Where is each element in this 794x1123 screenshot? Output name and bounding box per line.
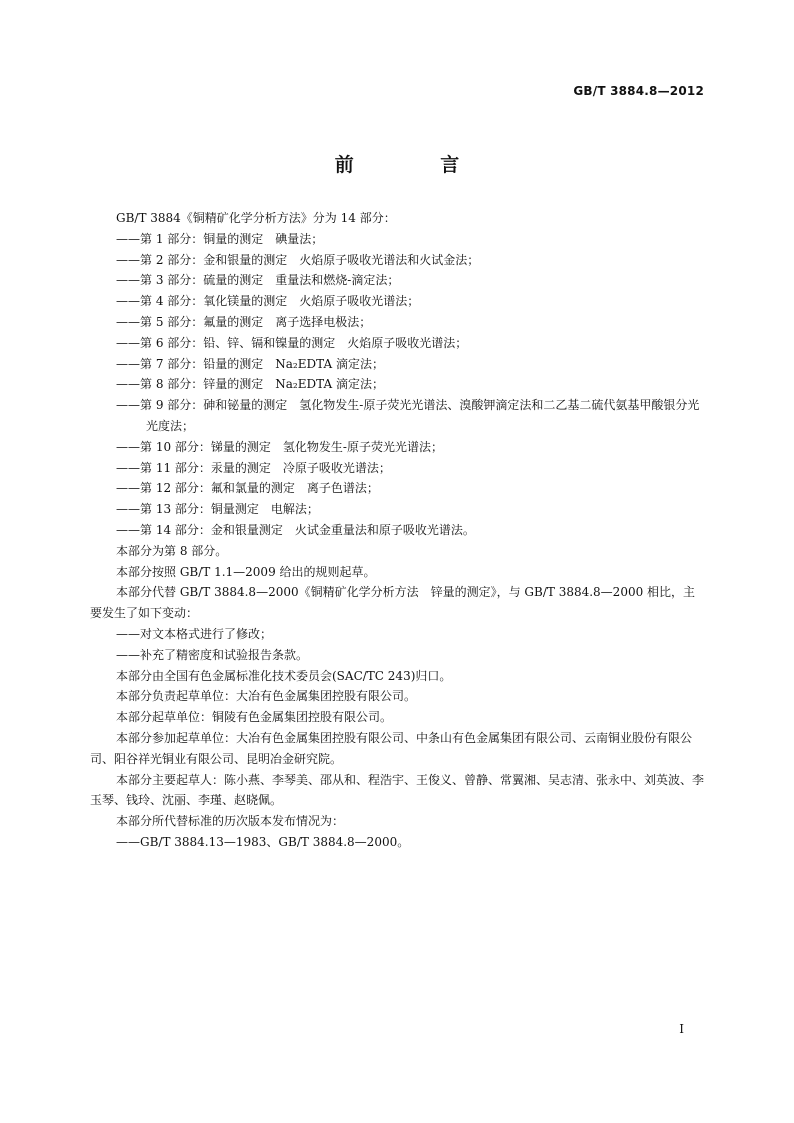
part-list-item: ——第 14 部分：金和银量测定 火试金重量法和原子吸收光谱法。 [116,522,475,537]
part-list-item: ——第 8 部分：锌量的测定 Na₂EDTA 滴定法； [116,377,384,392]
responsible-unit-paragraph: 本部分负责起草单位：大冶有色金属集团控股有限公司。 [116,689,417,704]
part-list-item: ——第 10 部分：锑量的测定 氢化物发生-原子荧光光谱法； [116,439,443,454]
part-list-item: ——第 4 部分：氧化镁量的测定 火焰原子吸收光谱法； [116,294,420,309]
part-list-item: ——第 12 部分：氟和氯量的测定 离子色谱法； [116,481,379,496]
standard-code: GB/T 3884.8—2012 [573,84,704,98]
part-list-item: ——第 11 部分：汞量的测定 冷原子吸收光谱法； [116,460,391,475]
page-title: 前 言 [334,154,500,176]
part-list-item: ——第 13 部分：铜量测定 电解法； [116,502,319,517]
page-number: I [679,1022,684,1036]
change-list-item: ——对文本格式进行了修改； [116,626,273,641]
part-list-item: ——第 7 部分：铅量的测定 Na₂EDTA 滴定法； [116,356,384,371]
participating-units-paragraph: 本部分参加起草单位：大冶有色金属集团控股有限公司、中条山有色金属集团有限公司、云南铜业股份有限公司、阳谷祥光铜业有限公司、昆明冶金研究院。 [90,730,693,766]
this-part-paragraph: 本部分为第 8 部分。 [116,543,228,558]
part-list-item: ——第 5 部分：氟量的测定 离子选择电极法； [116,314,372,329]
part-list-item: ——第 3 部分：硫量的测定 重量法和燃烧-滴定法； [116,273,400,288]
history-intro-paragraph: 本部分所代替标准的历次版本发布情况为： [116,814,345,829]
drafting-rules-paragraph: 本部分按照 GB/T 1.1—2009 给出的规则起草。 [116,564,376,579]
part-list-item: ——第 2 部分：金和银量的测定 火焰原子吸收光谱法和火试金法； [116,252,480,267]
part-list-item: ——第 1 部分：铜量的测定 碘量法； [116,231,324,246]
part-list-item: ——第 9 部分：砷和铋量的测定 氢化物发生-原子荧光光谱法、溴酸钾滴定法和二乙基二硫代氨基甲酸银分光光度法； [116,398,700,433]
drafters-paragraph: 本部分主要起草人：陈小燕、李琴美、邵从和、程浩宇、王俊义、曾静、常翼湘、吴志清、张永中、刘英波、李玉琴、钱玲、沈丽、李瑾、赵晓佩。 [90,772,705,808]
intro-paragraph: GB/T 3884《铜精矿化学分析方法》分为 14 部分： [116,211,396,225]
committee-paragraph: 本部分由全国有色金属标准化技术委员会(SAC/TC 243)归口。 [116,668,452,683]
replaces-paragraph: 本部分代替 GB/T 3884.8—2000《铜精矿化学分析方法 锌量的测定》，与 GB/T 3884.8—2000 相比，主要发生了如下变动： [90,585,696,621]
history-list-item: ——GB/T 3884.13—1983、GB/T 3884.8—2000。 [116,834,410,849]
change-list-item: ——补充了精密度和试验报告条款。 [116,647,309,662]
document-body [90,208,706,853]
drafting-unit-paragraph: 本部分起草单位：铜陵有色金属集团控股有限公司。 [116,710,393,725]
part-list-item: ——第 6 部分：铅、锌、镉和镍量的测定 火焰原子吸收光谱法； [116,335,468,350]
